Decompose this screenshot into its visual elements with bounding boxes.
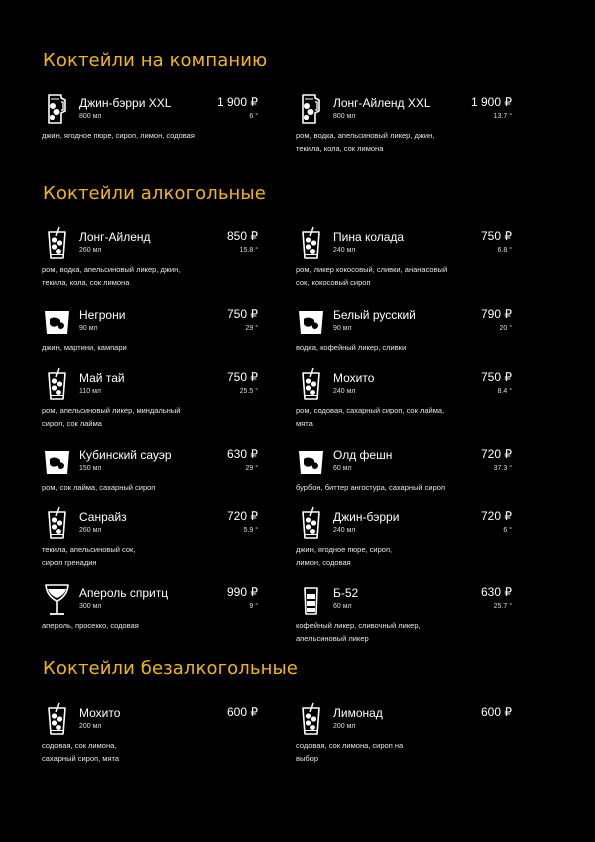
- item-ingredients: ром, ликер кокосовый, сливки, ананасовый сок, кокосовый сироп: [296, 265, 448, 287]
- menu-item: [296, 304, 512, 364]
- item-volume: 90 мл: [79, 325, 98, 332]
- item-ingredients: водка, кофейный ликер, сливки: [296, 343, 407, 352]
- item-name: Негрони: [79, 308, 126, 322]
- item-ingredients: бурбон, биттер ангостура, сахарный сироп: [296, 483, 446, 492]
- rocks-glass-icon: [42, 304, 72, 338]
- item-volume: 150 мл: [79, 465, 102, 472]
- item-abv: 8.4 °: [497, 388, 512, 395]
- rocks-glass-icon: [296, 444, 326, 478]
- item-price: 750 ₽: [481, 229, 512, 243]
- item-abv: 13.7 °: [493, 113, 512, 120]
- shot-glass-icon: [296, 582, 326, 616]
- item-ingredients: ром, содовая, сахарный сироп, сок лайма, мята: [296, 406, 445, 428]
- menu-item: [42, 702, 258, 762]
- menu-item: [42, 506, 258, 566]
- item-abv: 5.9 °: [243, 527, 258, 534]
- highball-glass-icon: [296, 506, 326, 540]
- item-name: Лонг-Айленд: [79, 230, 151, 244]
- highball-glass-icon: [296, 702, 326, 736]
- item-volume: 60 мл: [333, 465, 352, 472]
- item-volume: 200 мл: [333, 723, 356, 730]
- item-volume: 300 мл: [79, 603, 102, 610]
- item-name: Лимонад: [333, 706, 383, 720]
- item-ingredients: текила, апельсиновый сок, сироп гренадин: [42, 545, 136, 567]
- highball-glass-icon: [296, 367, 326, 401]
- menu-item: [42, 92, 258, 152]
- rocks-glass-icon: [42, 444, 72, 478]
- item-name: Пина колада: [333, 230, 405, 244]
- wine-glass-icon: [42, 582, 72, 616]
- item-abv: 29 °: [245, 325, 258, 332]
- item-name: Б-52: [333, 586, 359, 600]
- item-abv: 6 °: [503, 527, 512, 534]
- item-ingredients: ром, водка, апельсиновый ликер, джин, текила, кола, сок лимона: [42, 265, 181, 287]
- section-title-alcoholic: Коктейли алкогольные: [43, 183, 266, 204]
- item-price: 720 ₽: [481, 447, 512, 461]
- section-title-group: Коктейли на компанию: [43, 50, 268, 71]
- menu-item: [296, 702, 512, 762]
- section-title-non-alcoholic: Коктейли безалкогольные: [43, 658, 298, 679]
- item-volume: 800 мл: [333, 113, 356, 120]
- item-name: Лонг-Айленд XXL: [333, 96, 431, 110]
- menu-item: [296, 444, 512, 504]
- item-ingredients: джин, ягодное пюре, сироп, лимон, содовая: [42, 131, 195, 140]
- item-price: 750 ₽: [227, 370, 258, 384]
- item-name: Олд фешн: [333, 448, 393, 462]
- menu-item: [296, 92, 512, 152]
- item-price: 600 ₽: [481, 705, 512, 719]
- menu-item: [42, 367, 258, 427]
- menu-item: [296, 582, 512, 642]
- item-abv: 37.3 °: [493, 465, 512, 472]
- highball-glass-icon: [42, 702, 72, 736]
- item-abv: 20 °: [499, 325, 512, 332]
- item-volume: 800 мл: [79, 113, 102, 120]
- item-name: Санрайз: [79, 510, 127, 524]
- menu-item: [296, 506, 512, 566]
- item-volume: 240 мл: [333, 247, 356, 254]
- item-abv: 15.8 °: [239, 247, 258, 254]
- item-price: 850 ₽: [227, 229, 258, 243]
- item-price: 630 ₽: [227, 447, 258, 461]
- item-ingredients: джин, ягодное пюре, сироп, лимон, содовая: [296, 545, 393, 567]
- item-volume: 90 мл: [333, 325, 352, 332]
- pitcher-icon: [42, 92, 72, 126]
- item-abv: 29 °: [245, 465, 258, 472]
- item-ingredients: ром, апельсиновый ликер, миндальный сироп, сок лайма: [42, 406, 181, 428]
- item-name: Джин-бэрри: [333, 510, 400, 524]
- item-name: Мохито: [333, 371, 375, 385]
- item-abv: 6.8 °: [497, 247, 512, 254]
- item-abv: 6 °: [249, 113, 258, 120]
- pitcher-icon: [296, 92, 326, 126]
- item-name: Кубинский сауэр: [79, 448, 172, 462]
- item-volume: 110 мл: [79, 388, 102, 395]
- highball-glass-icon: [42, 367, 72, 401]
- item-price: 990 ₽: [227, 585, 258, 599]
- item-price: 790 ₽: [481, 307, 512, 321]
- item-name: Май тай: [79, 371, 125, 385]
- menu-item: [42, 304, 258, 364]
- item-name: Джин-бэрри XXL: [79, 96, 172, 110]
- item-price: 750 ₽: [481, 370, 512, 384]
- item-price: 720 ₽: [227, 509, 258, 523]
- item-volume: 240 мл: [333, 388, 356, 395]
- item-ingredients: джин, мартини, кампари: [42, 343, 127, 352]
- menu-item: [296, 367, 512, 427]
- menu-item: [42, 444, 258, 504]
- menu-item: [296, 226, 512, 286]
- item-ingredients: ром, сок лайма, сахарный сироп: [42, 483, 156, 492]
- item-price: 1 900 ₽: [471, 95, 512, 109]
- item-price: 600 ₽: [227, 705, 258, 719]
- item-ingredients: апероль, просекко, содовая: [42, 621, 139, 630]
- item-abv: 25.7 °: [493, 603, 512, 610]
- item-ingredients: кофейный ликер, сливочный ликер, апельсиновый ликер: [296, 621, 421, 643]
- item-volume: 260 мл: [79, 527, 102, 534]
- highball-glass-icon: [42, 226, 72, 260]
- item-name: Апероль спритц: [79, 586, 169, 600]
- highball-glass-icon: [296, 226, 326, 260]
- item-abv: 25.5 °: [239, 388, 258, 395]
- item-volume: 60 мл: [333, 603, 352, 610]
- item-ingredients: содовая, сок лимона, сироп на выбор: [296, 741, 404, 763]
- item-abv: 9 °: [249, 603, 258, 610]
- menu-item: [42, 226, 258, 286]
- item-volume: 200 мл: [79, 723, 102, 730]
- item-price: 630 ₽: [481, 585, 512, 599]
- item-volume: 240 мл: [333, 527, 356, 534]
- item-volume: 260 мл: [79, 247, 102, 254]
- item-price: 720 ₽: [481, 509, 512, 523]
- item-ingredients: ром, водка, апельсиновый ликер, джин, текила, кола, сок лимона: [296, 131, 435, 153]
- highball-glass-icon: [42, 506, 72, 540]
- item-name: Белый русский: [333, 308, 416, 322]
- item-price: 750 ₽: [227, 307, 258, 321]
- menu-item: [42, 582, 258, 642]
- item-price: 1 900 ₽: [217, 95, 258, 109]
- item-name: Мохито: [79, 706, 121, 720]
- rocks-glass-icon: [296, 304, 326, 338]
- item-ingredients: содовая, сок лимона, сахарный сироп, мята: [42, 741, 119, 763]
